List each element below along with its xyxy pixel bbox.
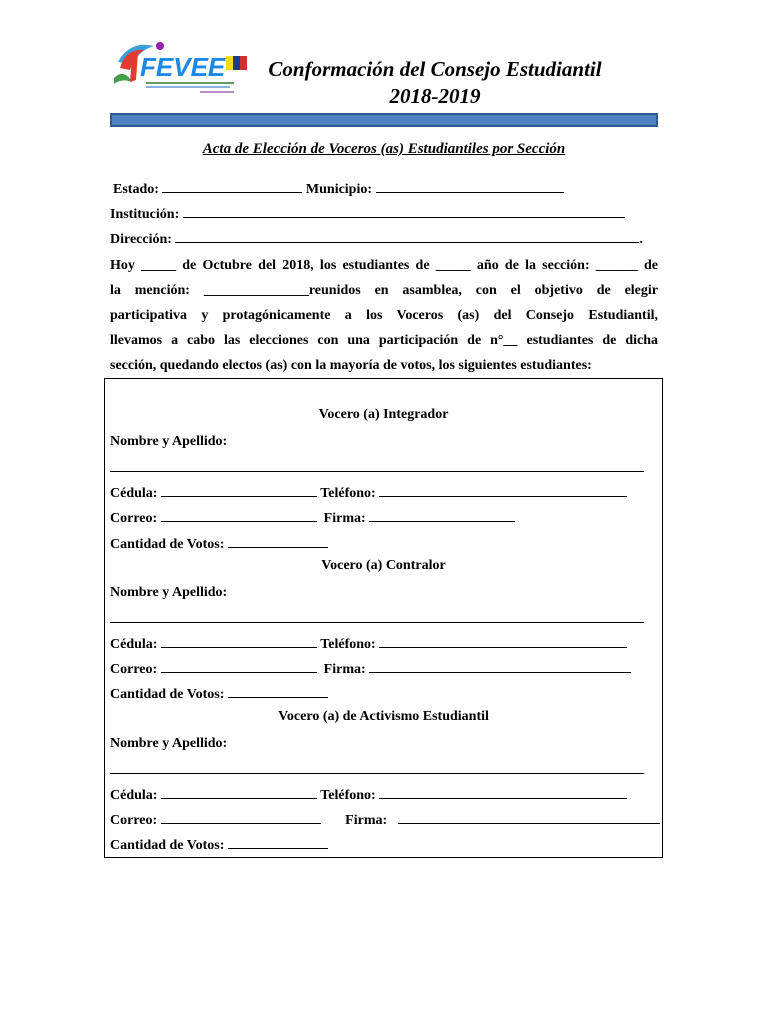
telefono-label: Teléfono:	[320, 788, 376, 803]
votos-label: Cantidad de Votos:	[110, 838, 225, 853]
telefono-label: Teléfono:	[320, 637, 376, 652]
direccion-row	[110, 229, 643, 249]
cedula-field[interactable]	[161, 634, 317, 648]
firma-field[interactable]	[369, 508, 515, 522]
direccion-field[interactable]	[175, 229, 639, 243]
firma-field[interactable]	[369, 659, 631, 673]
telefono-label: Teléfono:	[320, 486, 376, 501]
correo-field[interactable]	[161, 508, 317, 522]
correo-field[interactable]	[161, 659, 317, 673]
votos-label: Cantidad de Votos:	[110, 687, 225, 702]
document-title: Acta de Elección de Voceros (as) Estudiantiles por Sección	[202, 141, 566, 157]
correo-label: Correo:	[110, 662, 158, 677]
name-label: Nombre y Apellido:	[110, 585, 228, 600]
votos-field[interactable]	[228, 534, 328, 548]
section-heading-integrador: Vocero (a) Integrador	[318, 407, 449, 422]
estado-row	[113, 179, 564, 199]
direccion-label: Dirección:	[110, 232, 172, 247]
correo-row	[110, 508, 515, 528]
telefono-field[interactable]	[379, 785, 627, 799]
institucion-field[interactable]	[183, 204, 625, 218]
cedula-label: Cédula:	[110, 637, 158, 652]
votos-field[interactable]	[228, 835, 328, 849]
header-title-line1: Conformación del Consejo Estudiantil	[268, 57, 602, 81]
telefono-field[interactable]	[379, 634, 627, 648]
election-paragraph	[110, 253, 658, 378]
section-heading-contralor: Vocero (a) Contralor	[321, 558, 446, 573]
correo-label: Correo:	[110, 813, 158, 828]
header-title-line2: 2018-2019	[389, 84, 481, 108]
cedula-row	[110, 785, 627, 805]
paragraph-line: participativa y protagónicamente a los Voceros (as) del Consejo Estudiantil,	[110, 308, 658, 323]
estado-field[interactable]	[162, 179, 302, 193]
correo-field[interactable]	[161, 810, 321, 824]
fevee-logo	[110, 38, 260, 96]
cedula-label: Cédula:	[110, 788, 158, 803]
votos-row	[110, 835, 328, 855]
votos-row	[110, 684, 328, 704]
institucion-row	[110, 204, 625, 224]
paragraph-line: sección, quedando electos (as) con la mayoría de votos, los siguientes estudiantes:	[110, 358, 592, 373]
cedula-field[interactable]	[161, 483, 317, 497]
estado-label: Estado:	[113, 182, 159, 197]
correo-row	[110, 810, 660, 830]
institucion-label: Institución:	[110, 207, 180, 222]
firma-label: Firma:	[323, 662, 366, 677]
correo-row	[110, 659, 631, 679]
cedula-row	[110, 483, 627, 503]
firma-label: Firma:	[323, 511, 366, 526]
name-label: Nombre y Apellido:	[110, 434, 228, 449]
correo-label: Correo:	[110, 511, 158, 526]
cedula-field[interactable]	[161, 785, 317, 799]
header-divider-bar	[110, 113, 658, 127]
firma-label: Firma:	[345, 813, 388, 828]
header-title	[260, 56, 610, 110]
votos-label: Cantidad de Votos:	[110, 537, 225, 552]
cedula-row	[110, 634, 627, 654]
logo-text: FEVEE	[140, 52, 226, 82]
name-label: Nombre y Apellido:	[110, 736, 228, 751]
paragraph-line: la mención: _______________reunidos en asamblea, con el objetivo de elegir	[110, 283, 658, 298]
name-field[interactable]	[110, 471, 644, 472]
direccion-end: .	[639, 232, 643, 247]
votos-field[interactable]	[228, 684, 328, 698]
name-field[interactable]	[110, 773, 644, 774]
municipio-field[interactable]	[376, 179, 564, 193]
firma-field[interactable]	[398, 810, 660, 824]
paragraph-line: Hoy _____ de Octubre del 2018, los estudiantes de _____ año de la sección: ______ de	[110, 258, 658, 273]
municipio-label: Municipio:	[305, 182, 373, 197]
cedula-label: Cédula:	[110, 486, 158, 501]
votos-row	[110, 534, 328, 554]
section-heading-activismo: Vocero (a) de Activismo Estudiantil	[278, 709, 489, 724]
paragraph-line: llevamos a cabo las elecciones con una participación de n°__ estudiantes de dicha	[110, 333, 658, 348]
name-field[interactable]	[110, 622, 644, 623]
telefono-field[interactable]	[379, 483, 627, 497]
